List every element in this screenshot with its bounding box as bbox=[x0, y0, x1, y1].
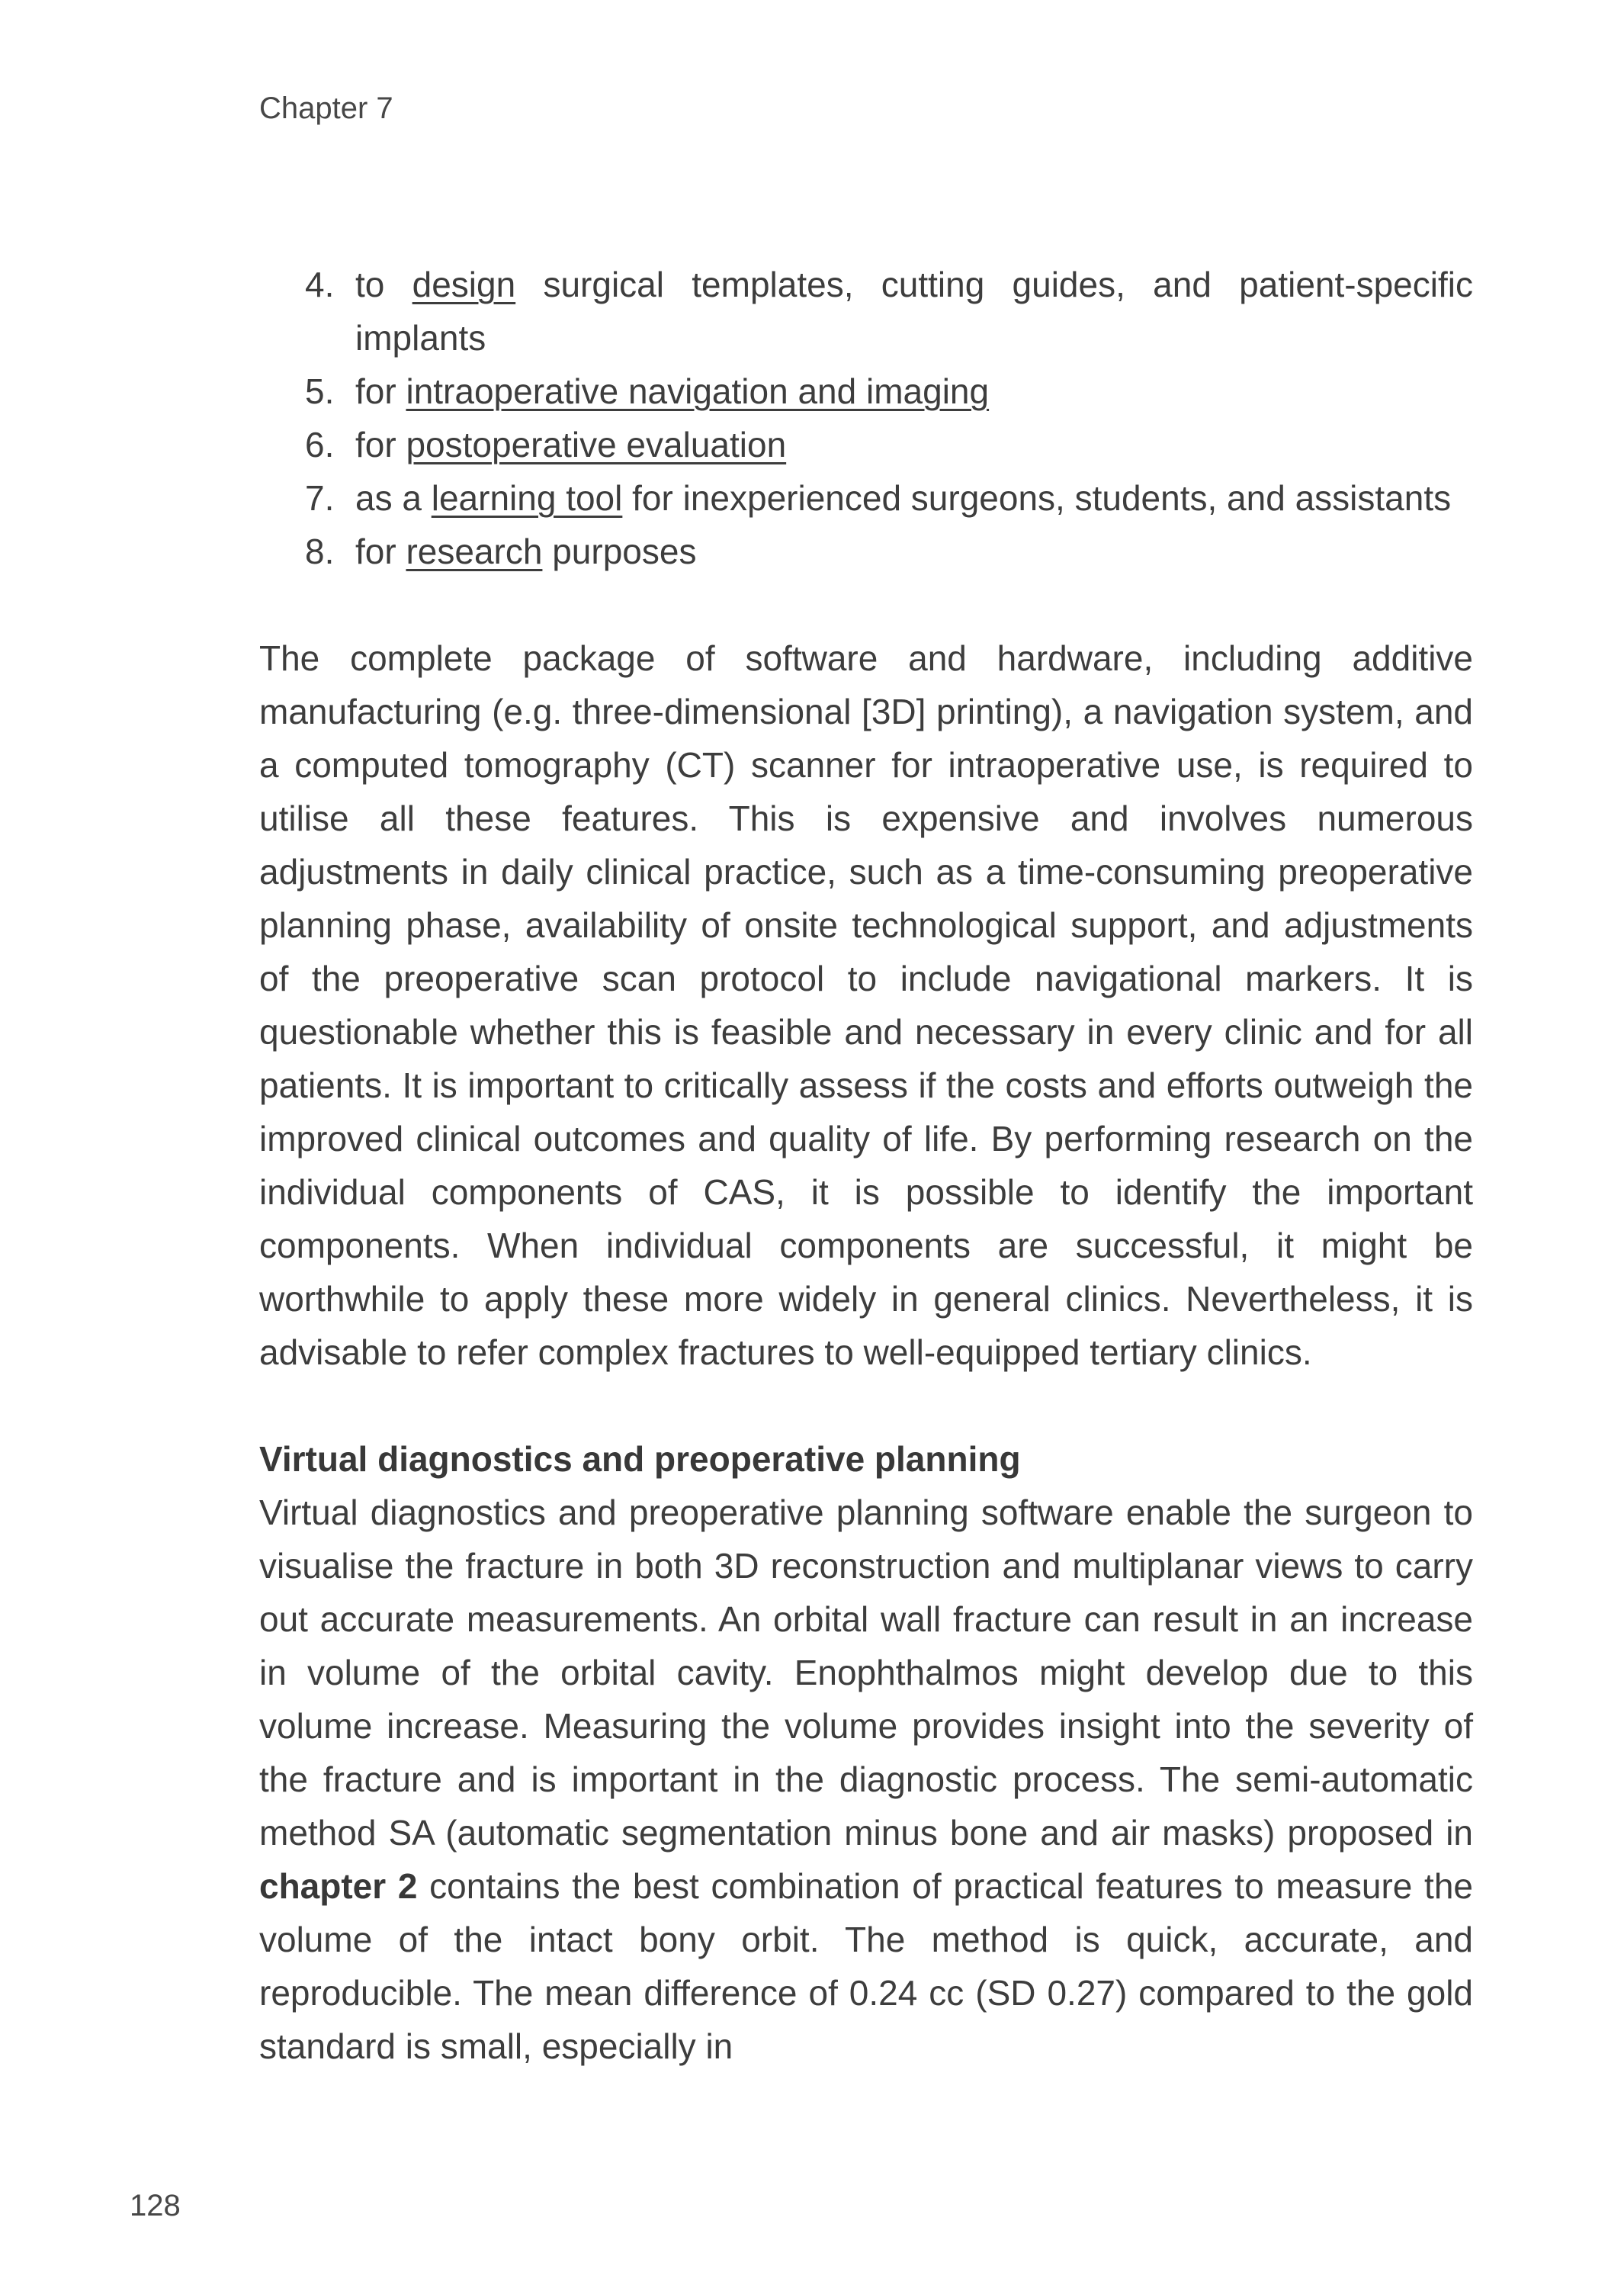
section-paragraph-pre-text: Virtual diagnostics and preoperative planning software enable the surgeon to visualise the fracture in both 3D reconstruction and multiplanar views to carry out accurate measurements. An orbital wall fracture can result in an increase in volume of the orbital cavity. Enophthalmos might develop due to this volume increase. Measuring the volume provides insight into the severity of the fracture and is important in the diagnostic process. The semi-automatic method SA (automatic segmentation minus bone and air masks) proposed in bbox=[259, 1493, 1473, 1853]
text-block bbox=[259, 90, 1473, 2073]
list-item-post-text: surgical templates, cutting guides, and patient-specific implants bbox=[355, 265, 1473, 358]
underlined-term: learning tool bbox=[431, 478, 623, 518]
list-item-text bbox=[355, 418, 1473, 471]
chapter-header: Chapter 7 bbox=[259, 92, 393, 125]
underlined-term: postoperative evaluation bbox=[406, 425, 787, 464]
list-item-text bbox=[355, 471, 1473, 525]
list-item-text bbox=[355, 525, 1473, 578]
underlined-term: intraoperative navigation and imaging bbox=[406, 371, 990, 411]
list-item-number: 7. bbox=[305, 478, 335, 518]
page-number: 128 bbox=[130, 2189, 181, 2222]
list-item-text bbox=[355, 258, 1473, 365]
list-item-number: 4. bbox=[305, 265, 335, 304]
list-item-text bbox=[355, 365, 1473, 418]
section-paragraph-post-text: contains the best combination of practical features to measure the volume of the intact bony orbit. The method is quick, accurate, and reproducible. The mean difference of 0.24 cc (SD 0.27) compared to the gold standard is small, especially in bbox=[259, 1866, 1474, 2066]
list-item bbox=[305, 418, 1473, 471]
section-heading: Virtual diagnostics and preoperative planning bbox=[259, 1439, 1021, 1479]
list-item bbox=[305, 258, 1473, 365]
chapter-reference: chapter 2 bbox=[259, 1866, 418, 1906]
numbered-list bbox=[259, 258, 1473, 578]
list-item-pre-text: to bbox=[355, 265, 412, 304]
list-item-number: 5. bbox=[305, 371, 335, 411]
list-item bbox=[305, 471, 1473, 525]
list-item-pre-text: as a bbox=[355, 478, 432, 518]
list-item-post-text: purposes bbox=[542, 532, 697, 571]
list-item-post-text: for inexperienced surgeons, students, and assistants bbox=[622, 478, 1452, 518]
list-item-pre-text: for bbox=[355, 532, 406, 571]
list-item bbox=[305, 525, 1473, 578]
underlined-term: design bbox=[412, 265, 516, 304]
list-item-number: 8. bbox=[305, 532, 335, 571]
list-item bbox=[305, 365, 1473, 418]
underlined-term: research bbox=[406, 532, 543, 571]
list-item-pre-text: for bbox=[355, 425, 406, 464]
list-item-number: 6. bbox=[305, 425, 335, 464]
list-item-pre-text: for bbox=[355, 371, 406, 411]
section-paragraph bbox=[259, 1486, 1473, 2073]
body-paragraph: The complete package of software and hardware, including additive manufacturing (e.g. three-dimensional [3D] printing), a navigation system, and a computed tomography (CT) scanner for intraoperative use, is required to utilise all these features. This is expensive and involves numerous adjustments in daily clinical practice, such as a time-consuming preoperative planning phase, availability of onsite technological support, and adjustments of the preoperative scan protocol to include navigational markers. It is questionable whether this is feasible and necessary in every clinic and for all patients. It is important to critically assess if the costs and efforts outweigh the improved clinical outcomes and quality of life. By performing research on the individual components of CAS, it is possible to identify the important components. When individual components are successful, it might be worthwhile to apply these more widely in general clinics. Nevertheless, it is advisable to refer complex fractures to well-equipped tertiary clinics. bbox=[259, 638, 1473, 1372]
